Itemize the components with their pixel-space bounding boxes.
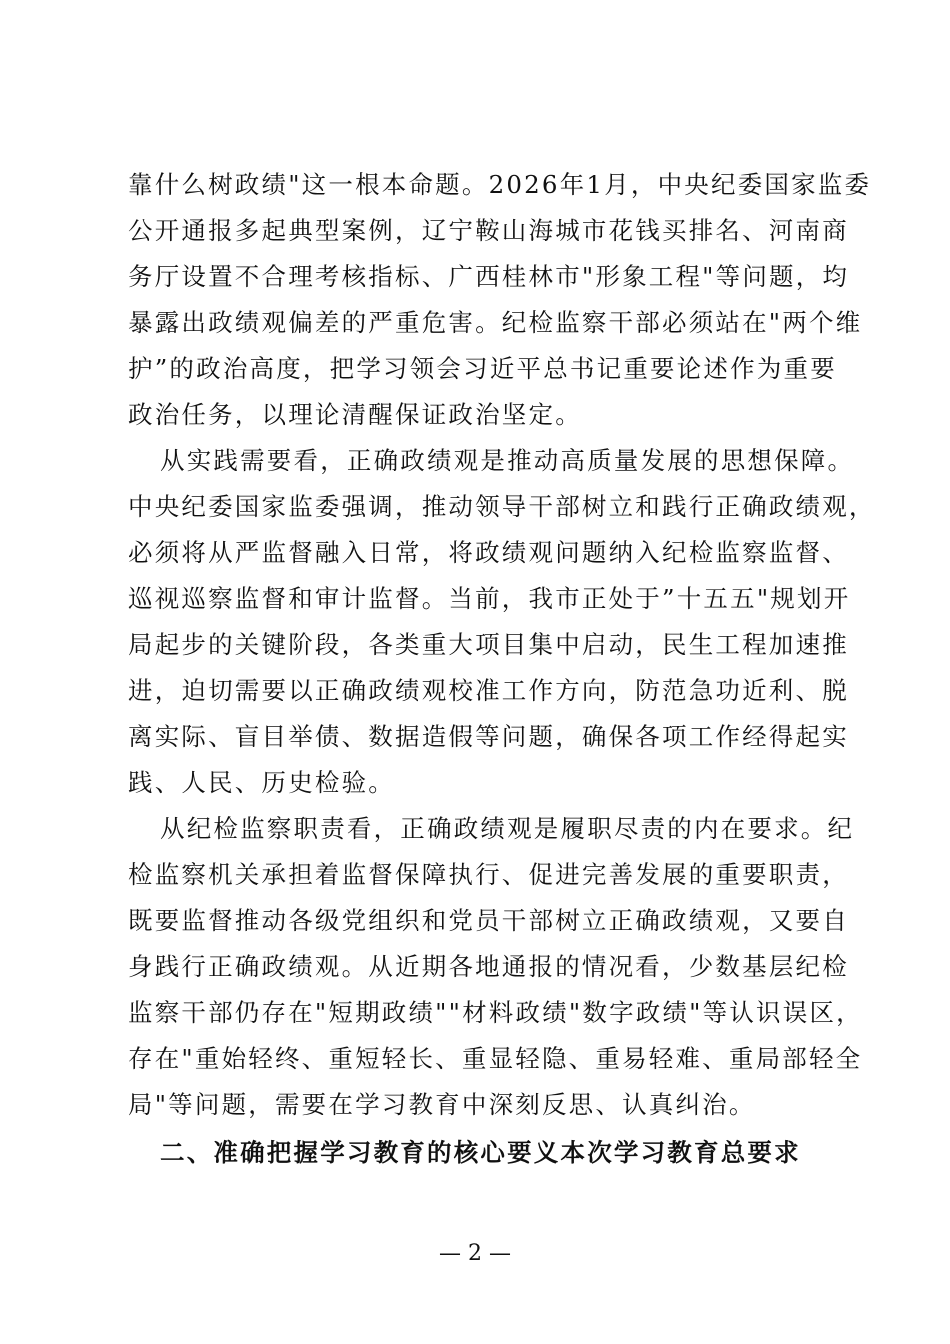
text-line: 巡视巡察监督和审计监督。当前，我市正处于”十五五"规划开 xyxy=(128,584,851,613)
text-line: 践、人民、历史检验。 xyxy=(128,768,395,797)
text-line: 局起步的关键阶段，各类重大项目集中启动，民生工程加速推 xyxy=(128,630,849,659)
text-line: 护”的政治高度，把学习领会习近平总书记重要论述作为重要 xyxy=(128,354,837,383)
page-number: — 2 — xyxy=(439,1241,511,1266)
paragraph-start-line: 从纪检监察职责看，正确政绩观是履职尽责的内在要求。纪 xyxy=(160,814,855,843)
text-line: 暴露出政绩观偏差的严重危害。纪检监察干部必须站在"两个维 xyxy=(128,308,863,337)
text-line: 靠什么树政绩"这一根本命题。2026年1月，中央纪委国家监委 xyxy=(128,170,872,199)
text-line: 政治任务，以理论清醒保证政治坚定。 xyxy=(128,400,582,429)
text-line: 存在"重始轻终、重短轻长、重显轻隐、重易轻难、重局部轻全 xyxy=(128,1044,863,1073)
text-line: 必须将从严监督融入日常，将政绩观问题纳入纪检监察监督、 xyxy=(128,538,849,567)
text-line: 既要监督推动各级党组织和党员干部树立正确政绩观，又要自 xyxy=(128,906,849,935)
text-line: 身践行正确政绩观。从近期各地通报的情况看，少数基层纪检 xyxy=(128,952,849,981)
text-line: 中央纪委国家监委强调，推动领导干部树立和践行正确政绩观， xyxy=(128,492,876,521)
section-heading: 二、准确把握学习教育的核心要义本次学习教育总要求 xyxy=(160,1138,801,1167)
text-line: 公开通报多起典型案例，辽宁鞍山海城市花钱买排名、河南商 xyxy=(128,216,849,245)
text-line: 检监察机关承担着监督保障执行、促进完善发展的重要职责， xyxy=(128,860,849,889)
paragraph-start-line: 从实践需要看，正确政绩观是推动高质量发展的思想保障。 xyxy=(160,446,855,475)
text-line: 离实际、盲目举债、数据造假等问题，确保各项工作经得起实 xyxy=(128,722,849,751)
text-line: 局"等问题，需要在学习教育中深刻反思、认真纠治。 xyxy=(128,1090,756,1119)
text-line: 监察干部仍存在"短期政绩""材料政绩"数字政绩"等认识误区， xyxy=(128,998,863,1027)
text-line: 进，迫切需要以正确政绩观校准工作方向，防范急功近利、脱 xyxy=(128,676,849,705)
text-line: 务厅设置不合理考核指标、广西桂林市"形象工程"等问题，均 xyxy=(128,262,850,291)
